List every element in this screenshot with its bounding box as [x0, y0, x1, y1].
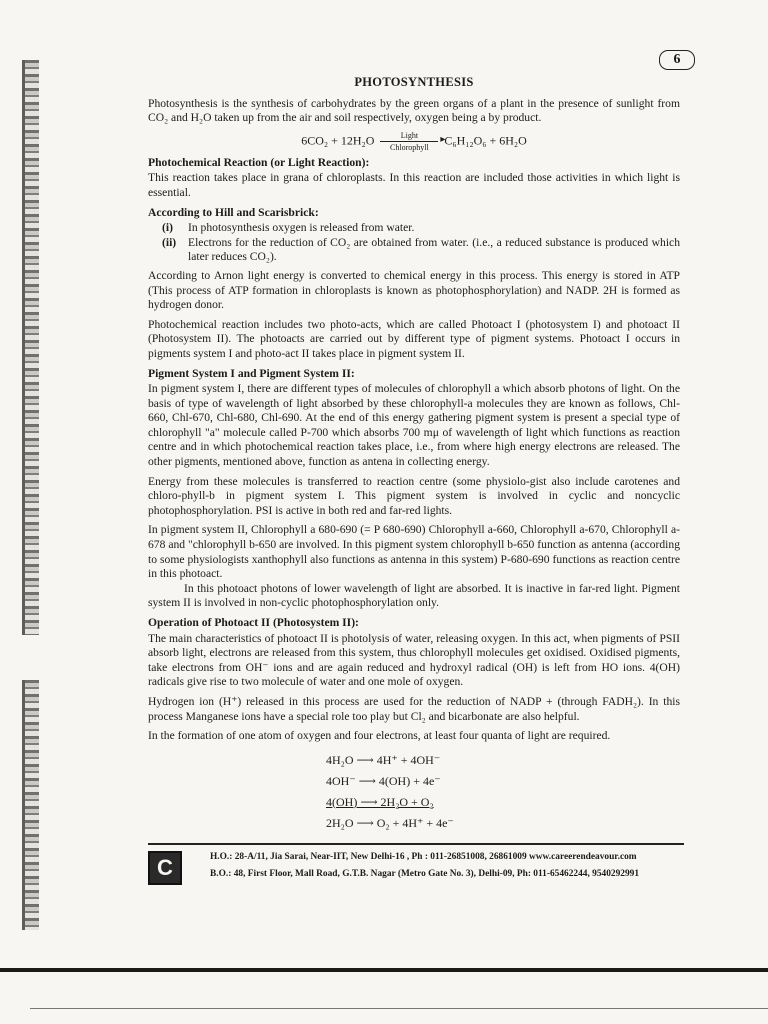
heading-operation-photoact-ii: Operation of Photoact II (Photosystem II): [148, 616, 359, 629]
heading-pigment-systems: Pigment System I and Pigment System II: [148, 366, 355, 380]
paragraph-light-reaction: This reaction takes place in grana of chloroplasts. In this reaction are included those activities in which light is essential. [148, 171, 680, 199]
reaction-line: 2H₂O ⟶ O₂ + 4H⁺ + 4e⁻ [326, 815, 454, 830]
heading-light-reaction: Photochemical Reaction (or Light Reaction): [148, 155, 370, 169]
intro-paragraph: Photosynthesis is the synthesis of carbohydrates by the green organs of a plant in the presence of sunlight from CO₂ and H₂O taken up from the air and soil respectively, oxygen being a by product. [148, 96, 680, 125]
scan-margin-strip [22, 60, 39, 635]
photolysis-reactions [326, 750, 680, 834]
heading-hill-scarisbrick: According to Hill and Scarisbrick: [148, 205, 319, 219]
reaction-line: 4OH⁻ ⟶ 4(OH) + 4e⁻ [326, 773, 441, 788]
paragraph-hydrogen-ion: Hydrogen ion (H⁺) released in this process are used for the reduction of NADP + (through FADH₂). In this process Manganese ions have a special role too play but Cl₂ and bicarbonate are also helpful. [148, 694, 680, 723]
footer-divider [148, 843, 684, 845]
paragraph-photoacts: Photochemical reaction includes two photo-acts, which are called Photoact I (photosystem I) and photoact II (Photosystem II). The photoacts are carried out by different type of pigment systems. Photoact I occurs in pigments system I and photo-act II takes place in pigment system II. [148, 317, 680, 360]
scan-bottom-edge-thin [30, 1008, 768, 1009]
reaction-line: 4(OH) ⟶ 2H₂O + O₂ [326, 794, 434, 809]
arrow-label-bottom: Chlorophyll [390, 142, 429, 152]
photosynthesis-equation [148, 131, 680, 152]
paragraph-operation: The main characteristics of photoact II is photolysis of water, releasing oxygen. In this act, when pigments of PSII absorb light, electrons are released from this system, thus chlorophyll molecules get oxidised. Oxidised pigments, take electrons from OH⁻ ions and are again reduced and hydroxyl radical (OH) is left from HO ions. 4(OH) radicals give rise to two molecule of water and one mole of oxygen. [148, 631, 680, 689]
footer-branch-office: B.O.: 48, First Floor, Mall Road, G.T.B. Nagar (Metro Gate No. 3), Delhi-09, Ph: 011-65462244, 9540292991 [210, 869, 640, 879]
paragraph-ps1: In pigment system I, there are different types of molecules of chlorophyll a which absorb photons of light. On the basis of type of wavelength of light absorbed by these chlorophyll-a molecules they are known as follows, Chl-660, Chl-670, Chl-680, Chl-690. At the end of this energy gathering pigment system is present a special type of chlorophyll "a" molecule called P-700 which absorbs 700 mμ of wavelength of light which functions as reaction centre and in which photochemical reaction takes place, i.e., from where high energy electrons are released. The other pigments, mentioned above, function as antena in collecting energy. [148, 382, 680, 469]
reaction-line: 4H₂O ⟶ 4H⁺ + 4OH⁻ [326, 752, 441, 767]
equation-arrow [380, 131, 438, 152]
paragraph-energy-transfer: Energy from these molecules is transferred to reaction centre (some physiolo-gist also include carotenes and chloro-phyll-b in pigment system I. This pigment system is involved in cyclic and noncyclic photophosphorylation. PSI is active in both red and far-red lights. [148, 474, 680, 517]
footer-head-office: H.O.: 28-A/11, Jia Sarai, Near-IIT, New Delhi-16 , Ph : 011-26851008, 26861009 www.careerendeavour.com [210, 852, 637, 862]
paragraph-arnon: According to Arnon light energy is converted to chemical energy in this process. This energy is stored in ATP (This process of ATP formation in chloroplasts is known as photophosphorylation) and NADP. 2H is formed as hydrogen donor. [148, 268, 680, 312]
equation-rhs: C₆H₁₂O₆ + 6H₂O [444, 133, 527, 148]
list-item: (i) In photosynthesis oxygen is released from water. [162, 221, 415, 235]
paragraph-quanta: In the formation of one atom of oxygen and four electrons, at least four quanta of light are required. [148, 729, 611, 743]
scan-margin-strip-lower [22, 680, 39, 930]
page-number: 6 [659, 50, 695, 70]
list-item: (ii) Electrons for the reduction of CO₂ are obtained from water. (i.e., a reduced substance is produced which later reduces CO₂). [162, 235, 680, 264]
scan-bottom-edge [0, 968, 768, 972]
career-endeavour-logo: C [148, 851, 182, 885]
paragraph-ps2-wavelength: In this photoact photons of lower wavelength of light are absorbed. It is inactive in far-red light. Pigment system II is involved in non-cyclic photophosphorylation only. [148, 581, 680, 610]
page-title: PHOTOSYNTHESIS [354, 75, 474, 89]
hill-list [148, 221, 680, 265]
arrow-label-top: Light [400, 130, 419, 140]
document-body [148, 75, 680, 834]
paragraph-ps2: In pigment system II, Chlorophyll a 680-690 (= P 680-690) Chlorophyll a-660, Chlorophyll a-670, Chlorophyll a-678 and "chlorophyll b-650 are involved. In this pigment system chlorophyll b-650 function as antenna (according to some physiologists xanthophyll also functions as antenna in this system) P-680-690 functions as reaction centre in this photoact. [148, 523, 680, 581]
equation-lhs: 6CO₂ + 12H₂O [301, 133, 375, 148]
